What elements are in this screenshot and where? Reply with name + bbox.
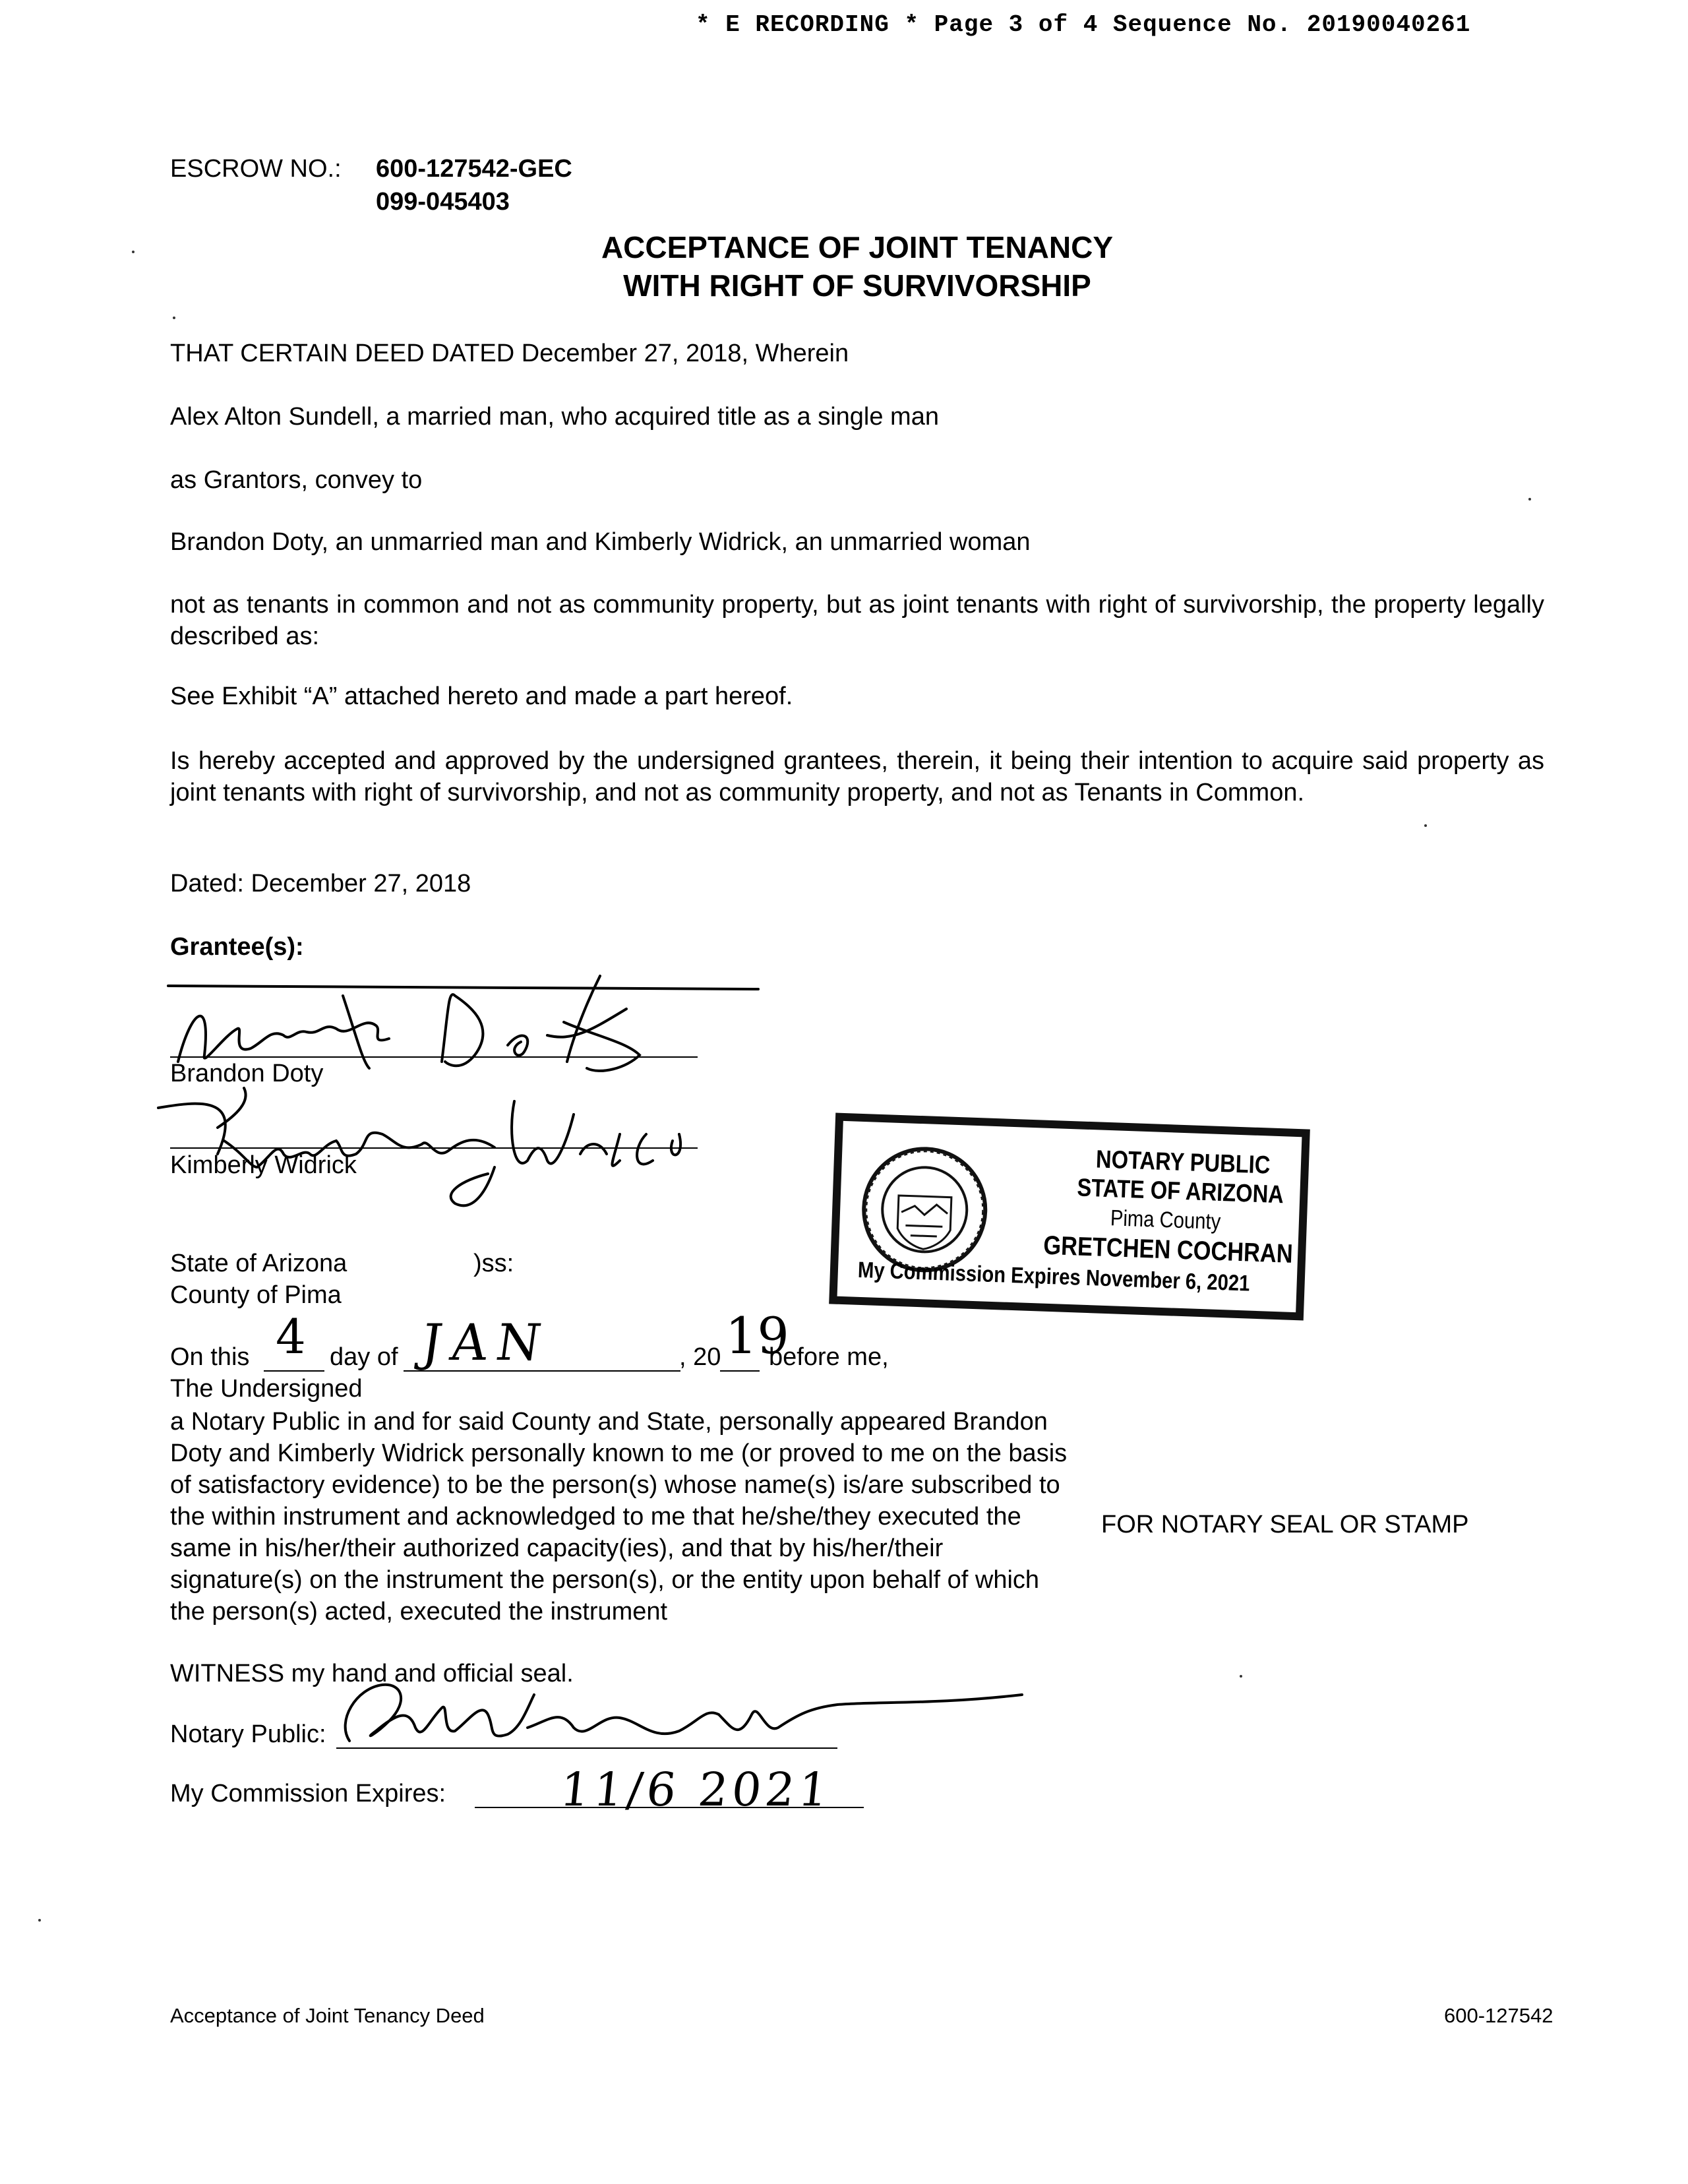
- day-handwritten: 4: [276, 1309, 306, 1364]
- scan-speck: [1528, 498, 1531, 501]
- stamp-line3: Pima County: [1110, 1205, 1221, 1234]
- grantees-label: Grantee(s):: [170, 933, 304, 961]
- scan-speck: [1240, 1675, 1242, 1678]
- scan-speck: [1424, 824, 1427, 827]
- grantor-line: Alex Alton Sundell, a married man, who acquired title as a single man: [170, 403, 939, 431]
- kimberly-signature: [145, 1075, 738, 1213]
- as-grantors-line: as Grantors, convey to: [170, 466, 423, 494]
- month-handwritten: JAN: [417, 1313, 555, 1372]
- notary-stamp: [829, 1113, 1310, 1321]
- seal-caption: FOR NOTARY SEAL OR STAMP: [1101, 1511, 1469, 1538]
- escrow-label: ESCROW NO.:: [170, 155, 342, 183]
- document-title-line1: ACCEPTANCE OF JOINT TENANCY: [601, 230, 1114, 264]
- scan-speck: [38, 1919, 41, 1922]
- undersigned-label: The Undersigned: [170, 1375, 363, 1403]
- year-blank: [720, 1370, 760, 1372]
- day-blank: [264, 1370, 324, 1372]
- dated-line: Dated: December 27, 2018: [170, 870, 471, 897]
- document-title-line2: WITH RIGHT OF SURVIVORSHIP: [623, 268, 1091, 303]
- escrow-secondary-number: 099-045403: [376, 188, 510, 216]
- deed-dated-line: THAT CERTAIN DEED DATED December 27, 2018, Wherein: [170, 340, 849, 367]
- year-prefix: , 20: [679, 1343, 721, 1371]
- commission-handwritten: 11/6 2021: [557, 1763, 835, 1817]
- signer2-name: Kimberly Widrick: [170, 1151, 357, 1179]
- stamp-line5: My Commission Expires November 6, 2021: [857, 1257, 1251, 1296]
- notary-acknowledgment: a Notary Public in and for said County and State, personally appeared Brandon Doty and Kimberly Widrick personally known to me (or proved to me on the basis of satisfactory evidence) to be the person(s) whose name(s) is/are subscribed to the within instrument and acknowledged to me that he/she/they executed the same in his/her/their authorized capacity(ies), and that by his/her/their signature(s) on the instrument the person(s), or the entity upon behalf of which the person(s) acted, executed the instrument: [170, 1408, 1068, 1625]
- recording-header: * E RECORDING * Page 3 of 4 Sequence No. 20190040261: [696, 11, 1471, 38]
- stamp-line1: NOTARY PUBLIC: [1095, 1145, 1271, 1180]
- on-this-label: On this: [170, 1343, 250, 1371]
- witness-line: WITNESS my hand and official seal.: [170, 1660, 574, 1687]
- commission-label: My Commission Expires:: [170, 1780, 446, 1807]
- day-of-label: day of: [330, 1343, 398, 1371]
- signer1-name: Brandon Doty: [170, 1060, 324, 1087]
- venue-ss: )ss:: [473, 1250, 514, 1277]
- tenancy-clause: not as tenants in common and not as community property, but as joint tenants with right of survivorship, the property legally described as:: [170, 591, 1544, 650]
- scan-speck: [132, 251, 135, 253]
- venue-state: State of Arizona: [170, 1250, 347, 1277]
- before-me-label: before me,: [769, 1343, 889, 1371]
- footer-left: Acceptance of Joint Tenancy Deed: [170, 2004, 485, 2027]
- scan-speck: [173, 317, 175, 319]
- stamp-line4: GRETCHEN COCHRAN: [1042, 1230, 1294, 1269]
- exhibit-line: See Exhibit “A” attached hereto and made a part hereof.: [170, 682, 793, 710]
- notary-signature: [310, 1668, 1035, 1761]
- venue-county: County of Pima: [170, 1281, 342, 1309]
- stamp-line2: STATE OF ARIZONA: [1076, 1174, 1284, 1209]
- acceptance-paragraph: Is hereby accepted and approved by the undersigned grantees, therein, it being their intention to acquire said property as joint tenants with right of survivorship, and not as community property, and not as Tenants in Common.: [170, 747, 1544, 806]
- footer-right: 600-127542: [1444, 2004, 1553, 2027]
- arizona-seal-icon: [857, 1141, 993, 1278]
- grantees-line: Brandon Doty, an unmarried man and Kimberly Widrick, an unmarried woman: [170, 528, 1031, 556]
- notary-public-label: Notary Public:: [170, 1720, 326, 1748]
- year-handwritten: 19: [725, 1306, 789, 1365]
- escrow-number: 600-127542-GEC: [376, 155, 572, 183]
